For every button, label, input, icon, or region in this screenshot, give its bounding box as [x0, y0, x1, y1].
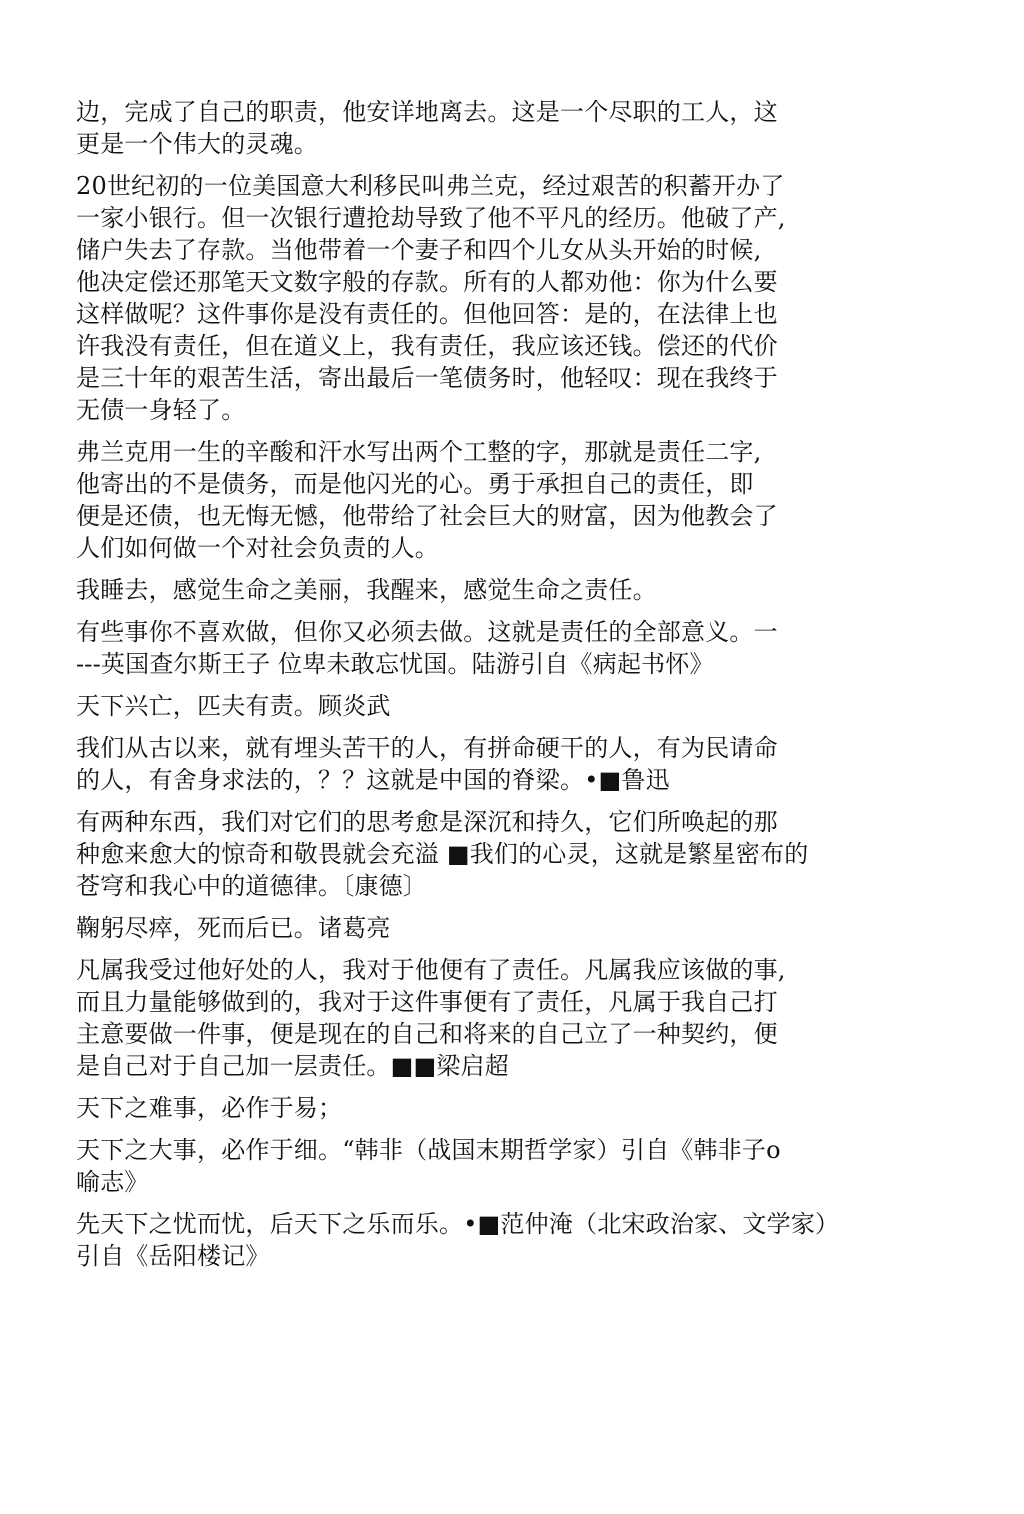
text-line: 鞠躬尽瘁，死而后已。诸葛亮: [76, 914, 391, 942]
paragraph-p12: [76, 1134, 876, 1198]
text-line: 是三十年的艰苦生活，寄出最后一笔债务时，他轻叹：现在我终于: [76, 364, 778, 392]
paragraph-p2: [76, 170, 876, 426]
paragraph-p9: [76, 912, 876, 944]
text-line: 是自己对于自己加一层责任。■■梁启超: [76, 1052, 509, 1080]
paragraph-p3: [76, 436, 876, 564]
paragraph-p6: [76, 690, 876, 722]
text-line: 天下之难事，必作于易；: [76, 1094, 343, 1122]
text-line: ---英国查尔斯王子 位卑未敢忘忧国。陆游引自《病起书怀》: [76, 650, 714, 678]
text-line: 的人，有舍身求法的，？？这就是中国的脊梁。•■鲁迅: [76, 766, 670, 794]
text-line: 有些事你不喜欢做，但你又必须去做。这就是责任的全部意义。一: [76, 618, 778, 646]
paragraph-p5: [76, 616, 876, 680]
text-line: 苍穹和我心中的道德律。〔康德〕: [76, 872, 427, 900]
text-line: 人们如何做一个对社会负责的人。: [76, 534, 439, 562]
text-line: 他决定偿还那笔天文数字般的存款。所有的人都劝他：你为什么要: [76, 268, 778, 296]
paragraph-p11: [76, 1092, 876, 1124]
paragraph-p1: [76, 96, 876, 160]
text-line: 弗兰克用一生的辛酸和汗水写出两个工整的字，那就是责任二字,: [76, 438, 762, 466]
text-line: 储户失去了存款。当他带着一个妻子和四个儿女从头开始的时候,: [76, 236, 762, 264]
text-line: 许我没有责任，但在道义上，我有责任，我应该还钱。偿还的代价: [76, 332, 778, 360]
text-line: 他寄出的不是债务，而是他闪光的心。勇于承担自己的责任，即: [76, 470, 754, 498]
text-line: 天下兴亡，匹夫有责。顾炎武: [76, 692, 391, 720]
text-line: 种愈来愈大的惊奇和敬畏就会充溢 ■我们的心灵，这就是繁星密布的: [76, 840, 809, 868]
text-line: 这样做呢？这件事你是没有责任的。但他回答：是的，在法律上也: [76, 300, 778, 328]
paragraph-p7: [76, 732, 876, 796]
text-line: 天下之大事，必作于细。“韩非（战国末期哲学家）引自《韩非子o: [76, 1136, 781, 1164]
text-line: 先天下之忧而忧，后天下之乐而乐。•■范仲淹（北宋政治家、文学家）: [76, 1210, 840, 1238]
document-body: [76, 96, 876, 1282]
text-line: 一家小银行。但一次银行遭抢劫导致了他不平凡的经历。他破了产,: [76, 204, 786, 232]
paragraph-p8: [76, 806, 876, 902]
text-line: 有两种东西，我们对它们的思考愈是深沉和持久，它们所唤起的那: [76, 808, 778, 836]
paragraph-p13: [76, 1208, 876, 1272]
paragraph-p4: [76, 574, 876, 606]
text-line: 而且力量能够做到的，我对于这件事便有了责任，凡属于我自己打: [76, 988, 778, 1016]
text-line: 无债一身轻了。: [76, 396, 246, 424]
paragraph-p10: [76, 954, 876, 1082]
text-line: 便是还债，也无悔无憾，他带给了社会巨大的财富，因为他教会了: [76, 502, 778, 530]
text-line: 主意要做一件事，便是现在的自己和将来的自己立了一种契约，便: [76, 1020, 778, 1048]
text-line: 边，完成了自己的职责，他安详地离去。这是一个尽职的工人，这: [76, 98, 778, 126]
text-line: 20世纪初的一位美国意大利移民叫弗兰克，经过艰苦的积蓄开办了: [76, 172, 785, 200]
text-line: 凡属我受过他好处的人，我对于他便有了责任。凡属我应该做的事,: [76, 956, 786, 984]
text-line: 更是一个伟大的灵魂。: [76, 130, 318, 158]
text-line: 喻志》: [76, 1168, 149, 1196]
text-line: 我们从古以来，就有埋头苦干的人，有拼命硬干的人，有为民请命: [76, 734, 778, 762]
text-line: 我睡去，感觉生命之美丽，我醒来，感觉生命之责任。: [76, 576, 657, 604]
text-line: 引自《岳阳楼记》: [76, 1242, 270, 1270]
